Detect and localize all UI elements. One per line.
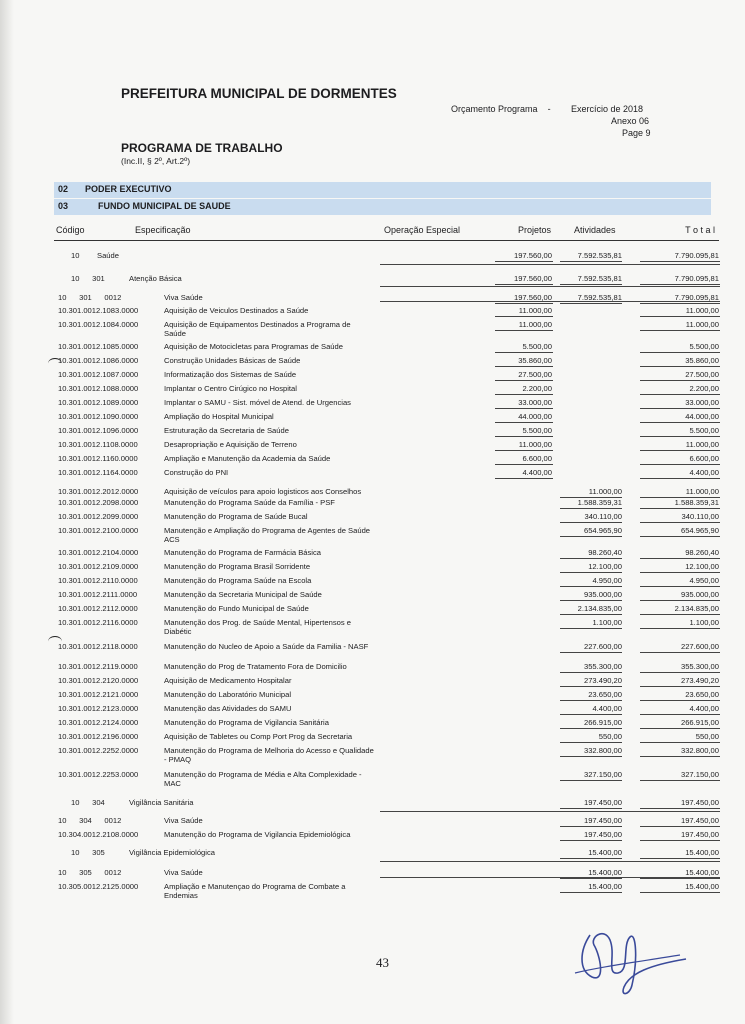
annex-label: Anexo 06: [611, 116, 650, 126]
section-divider: [380, 811, 720, 812]
row-underline: [560, 522, 622, 523]
band-poder-executivo: [54, 182, 711, 198]
row-total-value: 2.200,00: [689, 384, 719, 393]
row-total-value: 7.790.095,81: [674, 274, 719, 283]
legal-reference: (Inc.II, § 2º, Art.2º): [121, 156, 191, 166]
row-total-value: 23.650,00: [685, 690, 719, 699]
row-underline: [560, 600, 622, 601]
row-code: 10 304 0012: [58, 816, 122, 825]
row-underline: [640, 700, 720, 701]
row-specification: Construção do PNI: [164, 468, 229, 477]
row-projects-value: 35.860,00: [518, 356, 552, 365]
col-projects: Projetos: [518, 225, 552, 235]
band-code: 02: [58, 184, 69, 194]
row-specification: Manutenção do Laboratório Municipal: [164, 690, 292, 699]
row-underline: [560, 686, 622, 687]
row-underline: [640, 742, 720, 743]
col-special-op: Operação Especial: [384, 225, 461, 235]
row-projects-value: 6.600,00: [522, 454, 552, 463]
row-underline: [560, 808, 622, 809]
row-underline: [495, 408, 553, 409]
row-activities-value: 2.134.835,00: [577, 604, 622, 613]
row-underline: [495, 284, 553, 285]
row-code: 10.301.0012.2124.0000: [58, 718, 139, 727]
row-code: 10.301.0012.1160.0000: [58, 454, 138, 463]
row-underline: [640, 840, 720, 841]
row-projects-value: 11.000,00: [518, 306, 552, 315]
row-code: 10.301.0012.1108.0000: [58, 440, 138, 449]
row-total-value: 1.588.359,31: [674, 498, 719, 507]
row-projects-value: 11.000,00: [518, 440, 552, 449]
row-total-value: 27.500,00: [685, 370, 719, 379]
row-total-value: 197.450,00: [680, 798, 719, 807]
row-specification: Manutenção do Programa Saúde da Família - PSF: [164, 498, 335, 507]
row-underline: [560, 586, 622, 587]
row-total-value: 15.400,00: [685, 868, 719, 877]
row-underline: [560, 756, 622, 757]
row-underline: [640, 756, 720, 757]
row-total-value: 327.150,00: [680, 770, 719, 779]
row-specification: Ampliação do Hospital Municipal: [164, 412, 274, 421]
row-code: 10: [71, 251, 80, 260]
row-total-value: 11.000,00: [685, 487, 719, 496]
row-projects-value: 197.560,00: [513, 274, 552, 283]
row-total-value: 5.500,00: [689, 426, 719, 435]
row-underline: [640, 572, 720, 573]
row-activities-value: 7.592.535,81: [577, 274, 622, 283]
row-code: 10.305.0012.2125.0000: [58, 882, 139, 891]
row-code: 10.301.0012.2099.0000: [58, 512, 139, 521]
band-code: 03: [58, 201, 69, 211]
row-activities-value: 355.300,00: [583, 662, 622, 671]
row-underline: [495, 261, 553, 262]
row-underline: [640, 522, 720, 523]
row-total-value: 197.450,00: [680, 830, 719, 839]
row-specification: Aquisição de Equipamentos Destinados a Programa de Saúde: [164, 320, 351, 338]
row-specification: Desapropriação e Aquisição de Terreno: [164, 440, 297, 449]
row-activities-value: 197.450,00: [583, 830, 622, 839]
row-activities-value: 935.000,00: [583, 590, 622, 599]
row-underline: [640, 380, 720, 381]
row-projects-value: 11.000,00: [518, 320, 552, 329]
row-underline: [495, 316, 553, 317]
row-total-value: 6.600,00: [689, 454, 719, 463]
row-specification: Manutenção do Programa de Melhoria do Acesso e Qualidade - PMAQ: [164, 746, 374, 764]
row-specification: Atenção Básica: [129, 274, 182, 283]
section-divider: [380, 301, 720, 302]
row-total-value: 4.400,00: [689, 704, 719, 713]
row-specification: Manutenção do Nucleo de Apoio a Saúde da Familia - NASF: [164, 642, 369, 651]
row-code: 10.301.0012.2012.0000: [58, 487, 139, 496]
row-code: 10.301.0012.1088.0000: [58, 384, 139, 393]
row-underline: [560, 261, 622, 262]
row-activities-value: 654.965,90: [583, 526, 622, 535]
row-underline: [640, 714, 720, 715]
row-total-value: 1.100,00: [689, 618, 719, 627]
row-code: 10 305: [71, 848, 105, 857]
row-total-value: 12.100,00: [685, 562, 719, 571]
row-total-value: 340.110,00: [681, 512, 719, 521]
row-underline: [560, 284, 622, 285]
row-underline: [640, 628, 720, 629]
row-projects-value: 197.560,00: [513, 251, 552, 260]
row-underline: [560, 303, 622, 304]
handwritten-signature: [560, 915, 690, 1000]
row-code: 10.304.0012.2108.0000: [58, 830, 139, 839]
row-activities-value: 12.100,00: [588, 562, 622, 571]
row-total-value: 2.134.835,00: [674, 604, 719, 613]
row-projects-value: 197.560,00: [513, 293, 552, 302]
row-activities-value: 197.450,00: [583, 816, 622, 825]
row-underline: [560, 826, 622, 827]
row-code: 10.301.0012.1096.0000: [58, 426, 139, 435]
row-code: 10.301.0012.2121.0000: [58, 690, 139, 699]
row-activities-value: 273.490,20: [583, 676, 622, 685]
row-underline: [640, 408, 720, 409]
row-activities-value: 1.100,00: [592, 618, 622, 627]
row-code: 10.301.0012.2100.0000: [58, 526, 139, 535]
row-code: 10.301.0012.1087.0000: [58, 370, 139, 379]
row-specification: Manutenção do Programa de Vigilancia Sanitária: [164, 718, 329, 727]
row-code: 10 301 0012: [58, 293, 122, 302]
row-underline: [560, 628, 622, 629]
row-underline: [495, 422, 553, 423]
row-underline: [560, 714, 622, 715]
row-activities-value: 340.110,00: [584, 512, 622, 521]
row-total-value: 227.600,00: [680, 642, 719, 651]
row-code: 10.301.0012.1086.0000: [58, 356, 139, 365]
row-total-value: 4.400,00: [689, 468, 719, 477]
row-code: 10.301.0012.2104.0000: [58, 548, 139, 557]
row-projects-value: 2.200,00: [522, 384, 552, 393]
row-specification: Manutenção e Ampliação do Programa de Agentes de Saúde ACS: [164, 526, 371, 544]
row-total-value: 273.490,20: [680, 676, 719, 685]
table-header: [54, 222, 719, 241]
row-specification: Viva Saúde: [164, 816, 203, 825]
row-code: 10 305 0012: [58, 868, 122, 877]
row-underline: [560, 780, 622, 781]
row-specification: Manutenção das Atividades do SAMU: [164, 704, 292, 713]
row-underline: [495, 366, 553, 367]
row-activities-value: 15.400,00: [588, 848, 622, 857]
row-underline: [640, 352, 720, 353]
row-underline: [640, 826, 720, 827]
row-code: 10.301.0012.2110.0000: [58, 576, 138, 585]
row-activities-value: 15.400,00: [588, 868, 622, 877]
section-divider: [380, 286, 720, 287]
row-total-value: 11.000,00: [685, 306, 719, 315]
row-activities-value: 4.950,00: [592, 576, 622, 585]
row-activities-value: 23.650,00: [588, 690, 622, 699]
row-underline: [560, 858, 622, 859]
row-total-value: 332.800,00: [680, 746, 719, 755]
row-underline: [640, 536, 720, 537]
row-specification: Construção Unidades Básicas de Saúde: [164, 356, 301, 365]
row-code: 10.301.0012.2111.0000: [58, 590, 138, 599]
row-total-value: 11.000,00: [685, 320, 719, 329]
row-projects-value: 5.500,00: [522, 426, 552, 435]
row-underline: [640, 508, 720, 509]
row-activities-value: 266.915,00: [583, 718, 622, 727]
row-total-value: 11.000,00: [685, 440, 719, 449]
row-code: 10.301.0012.1164.0000: [58, 468, 138, 477]
row-specification: Ampliação e Manutençao do Programa de Combate a Endemias: [164, 882, 346, 900]
band-fundo-saude: [54, 199, 711, 215]
row-specification: Manutenção do Programa de Média e Alta Complexidade - MAC: [164, 770, 362, 788]
row-activities-value: 15.400,00: [588, 882, 622, 891]
row-underline: [640, 858, 720, 859]
row-underline: [560, 536, 622, 537]
row-underline: [640, 436, 720, 437]
row-total-value: 355.300,00: [680, 662, 719, 671]
row-underline: [560, 892, 622, 893]
row-code: 10.301.0012.1089.0000: [58, 398, 139, 407]
row-code: 10.301.0012.2109.0000: [58, 562, 139, 571]
row-projects-value: 27.500,00: [518, 370, 552, 379]
row-specification: Aquisição de veículos para apoio logisticos aos Conselhos: [164, 487, 362, 496]
row-underline: [495, 450, 553, 451]
row-specification: Aquisição de Motocicletas para Programas de Saúde: [164, 342, 343, 351]
row-underline: [560, 614, 622, 615]
row-underline: [640, 686, 720, 687]
row-activities-value: 332.800,00: [583, 746, 622, 755]
row-total-value: 44.000,00: [685, 412, 719, 421]
row-code: 10 304: [71, 798, 105, 807]
row-underline: [560, 840, 622, 841]
row-specification: Implantar o SAMU - Sist. móvel de Atend. de Urgencias: [164, 398, 351, 407]
row-specification: Implantar o Centro Cirúgico no Hospital: [164, 384, 297, 393]
row-specification: Informatização dos Sistemas de Saúde: [164, 370, 297, 379]
row-code: 10.301.0012.2120.0000: [58, 676, 139, 685]
row-activities-value: 1.588.359,31: [577, 498, 622, 507]
row-underline: [560, 572, 622, 573]
row-specification: Manutenção do Fundo Municipal de Saúde: [164, 604, 309, 613]
row-total-value: 266.915,00: [680, 718, 719, 727]
row-specification: Manutenção do Prog de Tratamento Fora de Domicilio: [164, 662, 347, 671]
row-code: 10.301.0012.2123.0000: [58, 704, 139, 713]
row-specification: Aquisição de Medicamento Hospitalar: [164, 676, 292, 685]
row-code: 10 301: [71, 274, 105, 283]
program-title: PROGRAMA DE TRABALHO: [121, 141, 283, 155]
row-specification: Manutenção do Programa de Farmácia Básica: [164, 548, 322, 557]
exercise-label: Exercício de 2018: [571, 104, 644, 114]
row-underline: [495, 380, 553, 381]
row-specification: Manutenção dos Prog. de Saúde Mental, Hipertensos e Diabétic: [164, 618, 352, 636]
row-activities-value: 227.600,00: [583, 642, 622, 651]
row-code: 10.301.0012.2116.0000: [58, 618, 138, 627]
row-underline: [560, 558, 622, 559]
row-underline: [640, 652, 720, 653]
band-name: FUNDO MUNICIPAL DE SAUDE: [98, 201, 231, 211]
row-underline: [495, 464, 553, 465]
budget-label: Orçamento Programa -: [451, 104, 551, 114]
municipality-title: PREFEITURA MUNICIPAL DE DORMENTES: [121, 86, 397, 101]
row-underline: [560, 672, 622, 673]
row-underline: [560, 700, 622, 701]
row-underline: [640, 672, 720, 673]
row-underline: [640, 261, 720, 262]
row-specification: Viva Saúde: [164, 293, 203, 302]
row-specification: Manutenção da Secretaria Municipal de Saúde: [164, 590, 322, 599]
row-underline: [560, 652, 622, 653]
page-label: Page 9: [622, 128, 651, 138]
row-code: 10.301.0012.1084.0000: [58, 320, 139, 329]
row-activities-value: 98.260,40: [588, 548, 622, 557]
row-total-value: 935.000,00: [680, 590, 719, 599]
row-underline: [640, 558, 720, 559]
row-activities-value: 327.150,00: [583, 770, 622, 779]
row-projects-value: 4.400,00: [522, 468, 552, 477]
row-specification: Manutenção do Programa de Saúde Bucal: [164, 512, 308, 521]
row-code: 10.301.0012.2098.0000: [58, 498, 139, 507]
row-underline: [495, 394, 553, 395]
row-activities-value: 197.450,00: [583, 798, 622, 807]
row-total-value: 15.400,00: [685, 882, 719, 891]
row-specification: Manutenção do Programa de Vigilancia Epidemiológica: [164, 830, 351, 839]
row-specification: Manutenção do Programa Brasil Sorridente: [164, 562, 311, 571]
row-underline: [640, 728, 720, 729]
row-activities-value: 7.592.535,81: [577, 251, 622, 260]
row-code: 10.301.0012.1085.0000: [58, 342, 139, 351]
row-specification: Manutenção do Programa Saúde na Escola: [164, 576, 312, 585]
col-code: Código: [56, 225, 85, 235]
row-total-value: 197.450,00: [680, 816, 719, 825]
row-underline: [640, 600, 720, 601]
row-specification: Aquisição de Tabletes ou Comp Port Prog da Secretaria: [164, 732, 353, 741]
row-total-value: 7.790.095,81: [674, 293, 719, 302]
row-code: 10.301.0012.2118.0000: [58, 642, 138, 651]
row-specification: Vigilância Epidemiológica: [129, 848, 215, 857]
row-total-value: 15.400,00: [685, 848, 719, 857]
row-underline: [640, 394, 720, 395]
row-activities-value: 550,00: [598, 732, 622, 741]
row-projects-value: 5.500,00: [522, 342, 552, 351]
row-underline: [640, 303, 720, 304]
row-underline: [640, 284, 720, 285]
col-total: T o t a l: [685, 225, 715, 235]
row-specification: Ampliação e Manutenção da Academia da Saúde: [164, 454, 331, 463]
col-spec: Especificação: [135, 225, 191, 235]
row-total-value: 550,00: [695, 732, 719, 741]
row-underline: [640, 478, 720, 479]
row-underline: [495, 352, 553, 353]
row-underline: [640, 464, 720, 465]
row-specification: Saúde: [97, 251, 119, 260]
row-projects-value: 33.000,00: [518, 398, 552, 407]
row-total-value: 98.260,40: [685, 548, 719, 557]
row-specification: Vigilância Sanitária: [129, 798, 194, 807]
row-underline: [640, 422, 720, 423]
row-underline: [560, 508, 622, 509]
row-total-value: 35.860,00: [685, 356, 719, 365]
row-underline: [640, 316, 720, 317]
row-code: 10.301.0012.1090.0000: [58, 412, 139, 421]
row-underline: [640, 892, 720, 893]
row-total-value: 7.790.095,81: [674, 251, 719, 260]
scan-page-edge: [0, 0, 14, 1024]
row-underline: [640, 808, 720, 809]
row-total-value: 5.500,00: [689, 342, 719, 351]
row-code: 10.301.0012.2252.0000: [58, 746, 139, 755]
row-specification: Aquisição de Veiculos Destinados a Saúde: [164, 306, 309, 315]
row-activities-value: 7.592.535,81: [577, 293, 622, 302]
row-code: 10.301.0012.2112.0000: [58, 604, 138, 613]
row-underline: [495, 436, 553, 437]
row-projects-value: 44.000,00: [518, 412, 552, 421]
row-total-value: 33.000,00: [685, 398, 719, 407]
row-total-value: 654.965,90: [680, 526, 719, 535]
row-code: 10.301.0012.2196.0000: [58, 732, 139, 741]
row-specification: Viva Saúde: [164, 868, 203, 877]
row-total-value: 4.950,00: [689, 576, 719, 585]
row-activities-value: 4.400,00: [592, 704, 622, 713]
row-underline: [495, 330, 553, 331]
row-underline: [560, 728, 622, 729]
row-underline: [495, 478, 553, 479]
row-underline: [640, 366, 720, 367]
row-underline: [560, 742, 622, 743]
row-specification: Estruturação da Secretaria de Saúde: [164, 426, 289, 435]
row-underline: [640, 614, 720, 615]
col-activities: Atividades: [574, 225, 616, 235]
row-underline: [640, 878, 720, 879]
row-underline: [495, 303, 553, 304]
band-name: PODER EXECUTIVO: [85, 184, 172, 194]
row-code: 10.301.0012.1083.0000: [58, 306, 139, 315]
page-number: 43: [376, 955, 389, 970]
row-underline: [640, 586, 720, 587]
row-underline: [640, 330, 720, 331]
row-underline: [640, 780, 720, 781]
section-divider: [380, 264, 720, 265]
row-activities-value: 11.000,00: [588, 487, 622, 496]
row-code: 10.301.0012.2253.0000: [58, 770, 139, 779]
row-underline: [640, 450, 720, 451]
section-divider: [380, 877, 720, 878]
row-code: 10.301.0012.2119.0000: [58, 662, 138, 671]
row-underline: [560, 878, 622, 879]
section-divider: [380, 861, 720, 862]
